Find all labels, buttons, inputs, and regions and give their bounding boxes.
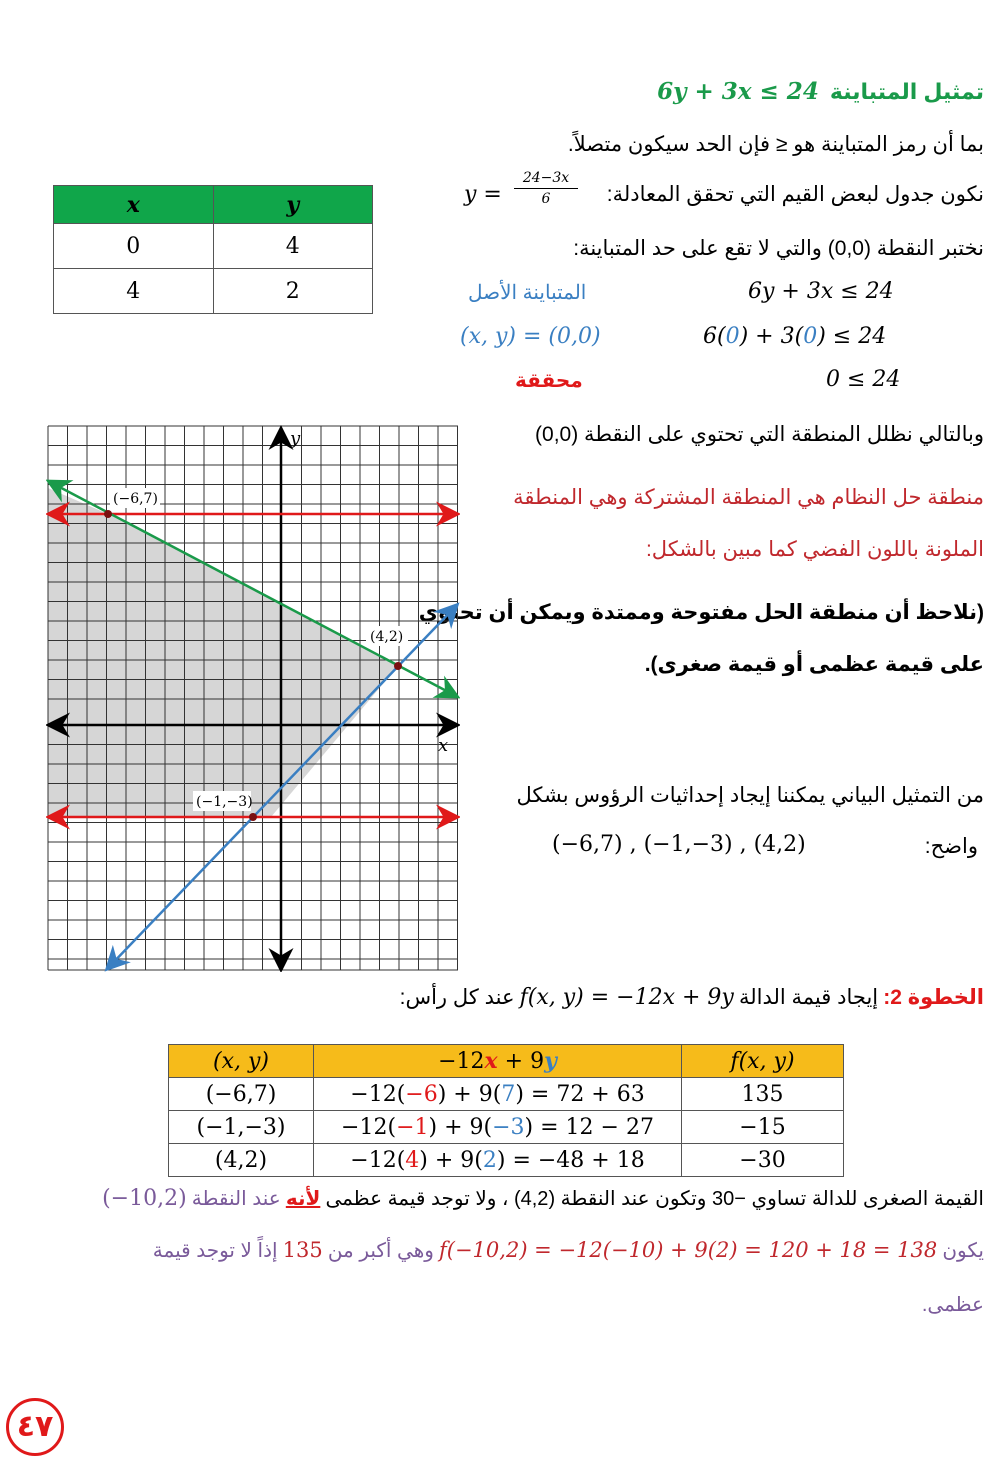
table-header-row xyxy=(54,186,373,224)
region-line2: الملونة باللون الفضي كما مبين بالشكل: xyxy=(645,538,984,561)
equation-fraction xyxy=(514,170,578,207)
header-var-y: y xyxy=(544,1048,557,1074)
heading-title: تمثيل المتباينة xyxy=(829,79,984,104)
heading-inequality: 6y + 3x ≤ 24 xyxy=(657,78,819,105)
function-values-table xyxy=(168,1044,844,1177)
table-row xyxy=(169,1078,844,1111)
header-var-x: x xyxy=(484,1048,498,1074)
conclusion-text: وهي أكبر من xyxy=(327,1240,434,1262)
table-row xyxy=(54,269,373,314)
cell-part: ) + 9( xyxy=(419,1147,483,1173)
cell-x: −6 xyxy=(405,1081,438,1107)
vertex-point xyxy=(104,510,112,518)
inequality-graph xyxy=(46,424,460,972)
conclusion-line2 xyxy=(153,1238,984,1263)
table-header: x xyxy=(54,186,214,224)
table-cell: 4 xyxy=(54,269,214,314)
cell-part: −12( xyxy=(350,1081,406,1107)
para-test-point: نختبر النقطة (0,0) والتي لا تقع على حد المتباينة: xyxy=(573,237,984,260)
table-header xyxy=(314,1045,682,1078)
test-expr-original: 6y + 3x ≤ 24 xyxy=(748,279,894,304)
table-cell: 4 xyxy=(213,224,373,269)
vertices-label: واضح: xyxy=(924,835,978,858)
cell-part: −12( xyxy=(350,1147,406,1173)
conclusion-line1 xyxy=(102,1186,984,1211)
expr-zero: 0 xyxy=(725,324,740,349)
test-expr-result: 0 ≤ 24 xyxy=(826,367,901,392)
table-header: y xyxy=(213,186,373,224)
conclusion-equation: f(−10,2) = −12(−10) + 9(2) = 120 + 18 = 138 xyxy=(439,1238,938,1262)
table-cell: (−6,7) xyxy=(169,1078,314,1111)
para-equation-text: نكون جدول لبعض القيم التي تحقق المعادلة: xyxy=(606,183,984,206)
para-equation xyxy=(464,170,984,220)
table-cell: −30 xyxy=(682,1144,844,1177)
y-axis-label: y xyxy=(290,428,301,449)
conclusion-text: إذاً لا توجد قيمة xyxy=(152,1240,278,1262)
vertex-point xyxy=(394,662,402,670)
cell-part: ) + 9( xyxy=(428,1114,493,1140)
test-label-point: (x, y) = (0,0) xyxy=(460,324,601,349)
table-header: f(x, y) xyxy=(682,1045,844,1078)
cell-x: −1 xyxy=(396,1114,429,1140)
para-shade: وبالتالي نظلل المنطقة التي تحتوي على النقطة (0,0) xyxy=(535,423,984,446)
step2-text: إيجاد قيمة الدالة xyxy=(738,986,879,1009)
table-row xyxy=(169,1144,844,1177)
note-line1: (نلاحظ أن منطقة الحل مفتوحة وممتدة ويمكن أن تحتوي xyxy=(418,601,984,624)
heading xyxy=(384,78,984,105)
point-label: (4,2) xyxy=(370,629,404,645)
region-line1: منطقة حل النظام هي المنطقة المشتركة وهي المنطقة xyxy=(513,486,984,509)
expr-zero: 0 xyxy=(803,324,818,349)
header-part: −12 xyxy=(438,1049,485,1074)
fraction-numerator: 24−3x xyxy=(514,170,578,189)
cell-part: ) + 9( xyxy=(437,1081,502,1107)
table-header: (x, y) xyxy=(169,1045,314,1078)
table-cell xyxy=(314,1078,682,1111)
table-cell: 135 xyxy=(682,1078,844,1111)
point-label: (−1,−3) xyxy=(196,794,253,810)
page-number-badge: ٤٧ xyxy=(6,1398,64,1456)
conclusion-text: يكون xyxy=(942,1240,984,1262)
table-cell: −15 xyxy=(682,1111,844,1144)
test-label-original: المتباينة الأصل xyxy=(468,282,587,304)
cell-part: ) = 72 + 63 xyxy=(515,1081,645,1107)
table-cell: (4,2) xyxy=(169,1144,314,1177)
conclusion-at-point: عند النقطة xyxy=(191,1188,281,1210)
cell-y: 2 xyxy=(482,1147,497,1173)
table-row xyxy=(169,1111,844,1144)
equation-lhs: y = xyxy=(464,182,502,207)
cell-part: ) = −48 + 18 xyxy=(496,1147,645,1173)
para-boundary: بما أن رمز المتباينة هو ≤ فإن الحد سيكون متصلاً. xyxy=(567,133,984,156)
test-label-satisfied: محققة xyxy=(515,370,583,392)
conclusion-text: القيمة الصغرى للدالة تساوي −30 وتكون عند النقطة (4,2) ، ولا توجد قيمة عظمى xyxy=(325,1188,984,1210)
cell-y: 7 xyxy=(501,1081,516,1107)
table-cell xyxy=(314,1144,682,1177)
step2-tail: عند كل رأس: xyxy=(399,986,515,1009)
step2-function: f(x, y) = −12x + 9y xyxy=(519,985,734,1010)
step2-line xyxy=(400,985,984,1010)
table-row xyxy=(54,224,373,269)
cell-part: −12( xyxy=(341,1114,397,1140)
conclusion-number: 135 xyxy=(282,1238,323,1262)
cell-part: ) = 12 − 27 xyxy=(524,1114,654,1140)
cell-x: 4 xyxy=(405,1147,420,1173)
vertices-line1: من التمثيل البياني يمكننا إيجاد إحداثيات الرؤوس بشكل xyxy=(516,784,984,807)
vertices-list: (−6,7) , (−1,−3) , (4,2) xyxy=(552,832,806,857)
cell-y: −3 xyxy=(492,1114,525,1140)
fraction-denominator: 6 xyxy=(541,191,551,207)
conclusion-line3: عظمى. xyxy=(921,1294,984,1316)
vertex-point xyxy=(249,813,257,821)
conclusion-because: لأنه xyxy=(285,1188,321,1210)
point-label: (−6,7) xyxy=(113,491,158,507)
header-part: + 9 xyxy=(497,1049,545,1074)
table-cell: (−1,−3) xyxy=(169,1111,314,1144)
step2-label: الخطوة 2: xyxy=(883,986,984,1009)
table-cell: 0 xyxy=(54,224,214,269)
table-cell xyxy=(314,1111,682,1144)
note-line2: على قيمة عظمى أو قيمة صغرى). xyxy=(644,653,984,676)
conclusion-point: (−10,2) xyxy=(102,1186,187,1211)
test-expr-substituted xyxy=(703,324,886,349)
expr-part: 6( xyxy=(703,324,726,349)
table-cell: 2 xyxy=(213,269,373,314)
xy-values-table xyxy=(53,185,373,314)
table-header-row xyxy=(169,1045,844,1078)
x-axis-label: x xyxy=(438,735,449,756)
expr-part: ) ≤ 24 xyxy=(817,324,887,349)
expr-part: ) + 3( xyxy=(739,324,804,349)
